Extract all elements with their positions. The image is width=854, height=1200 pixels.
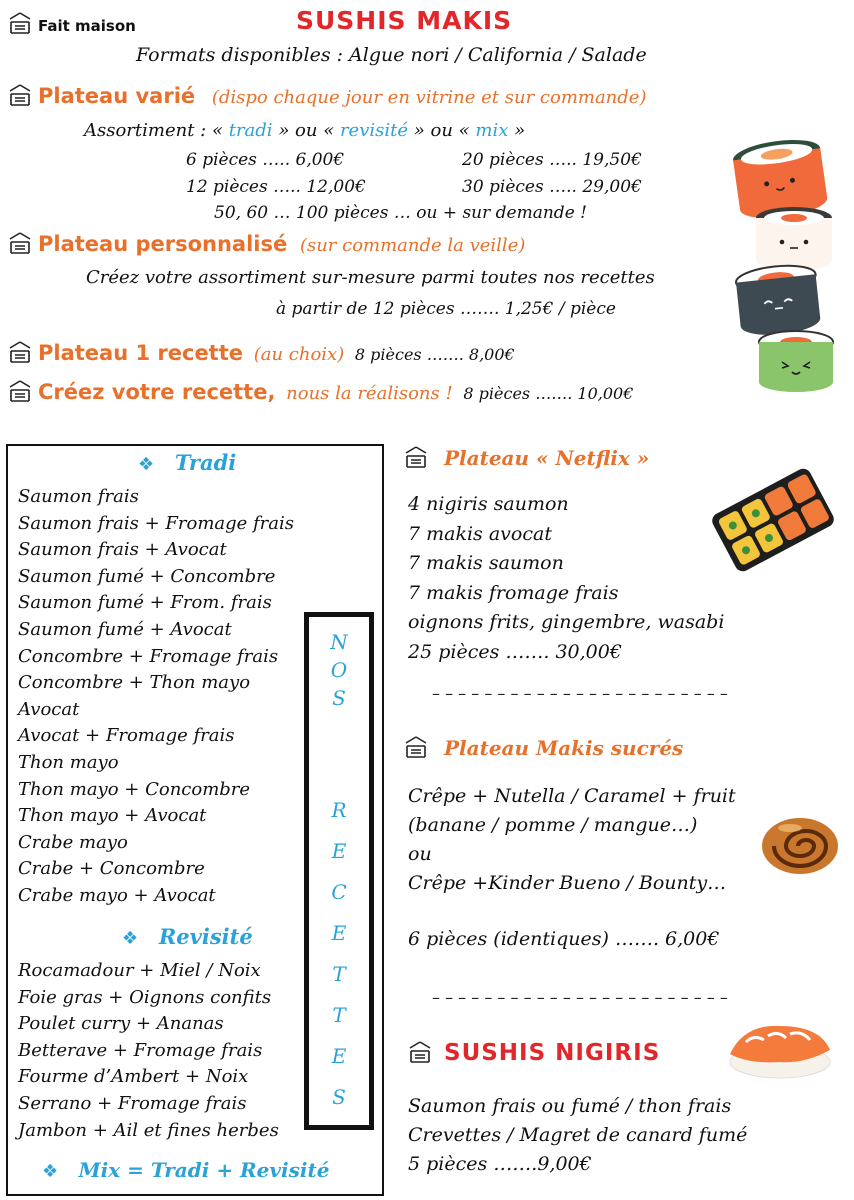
more-on-demand: 50, 60 … 100 pièces … ou + sur demande ! xyxy=(214,203,587,223)
nigiris-price: 5 pièces …….9,00€ xyxy=(408,1153,592,1175)
vertical-word-nos xyxy=(304,628,374,712)
diamond-icon: ❖ xyxy=(138,454,155,475)
assortiment-prefix: Assortiment : « xyxy=(84,120,223,141)
price-12: 12 pièces ….. 12,00€ xyxy=(186,177,366,197)
list-item: Crabe + Concombre xyxy=(18,858,205,880)
vertical-word-recettes xyxy=(304,790,374,1118)
list-item: Crêpe +Kinder Bueno / Bounty… xyxy=(408,872,727,894)
house-icon xyxy=(8,232,32,254)
assortiment-sep: » ou « xyxy=(278,120,335,141)
sucres-price: 6 pièces (identiques) ……. 6,00€ xyxy=(408,928,720,950)
list-item: 4 nigiris saumon xyxy=(408,493,569,515)
list-item: Crabe mayo + Avocat xyxy=(18,884,216,906)
creez-title: Créez votre recette, xyxy=(38,380,276,404)
price-30: 30 pièces ….. 29,00€ xyxy=(462,177,642,197)
list-item: Crevettes / Magret de canard fumé xyxy=(408,1124,748,1146)
page-title: SUSHIS MAKIS xyxy=(296,6,513,35)
list-item: Serrano + Fromage frais xyxy=(18,1092,247,1114)
assortiment-suffix: » xyxy=(514,120,526,141)
nigiris-title: SUSHIS NIGIRIS xyxy=(444,1040,661,1066)
plateau-perso-price: à partir de 12 pièces ……. 1,25€ / pièce xyxy=(276,299,616,319)
price-20: 20 pièces ….. 19,50€ xyxy=(462,150,642,170)
formats-line: Formats disponibles : Algue nori / California / Salade xyxy=(136,44,647,66)
price-6: 6 pièces ….. 6,00€ xyxy=(186,150,345,170)
list-item: Foie gras + Oignons confits xyxy=(18,986,272,1008)
creez-price: 8 pièces ……. 10,00€ xyxy=(463,384,634,403)
house-icon xyxy=(8,341,32,363)
list-item: Saumon frais + Avocat xyxy=(18,539,227,561)
nigiris-heading xyxy=(408,1040,660,1066)
plateau-perso-line1: Créez votre assortiment sur-mesure parmi toutes nos recettes xyxy=(86,267,655,288)
netflix-heading xyxy=(404,446,649,470)
sucres-title: Plateau Makis sucrés xyxy=(444,736,684,760)
list-item: Fourme d’Ambert + Noix xyxy=(18,1066,249,1088)
plateau-1-title: Plateau 1 recette xyxy=(38,341,244,365)
diamond-icon: ❖ xyxy=(122,928,139,949)
list-item: Saumon fumé + From. frais xyxy=(18,592,272,614)
vertical-letter: C xyxy=(331,880,347,904)
plateau-1-price: 8 pièces ……. 8,00€ xyxy=(354,345,515,364)
tradi-heading xyxy=(138,450,236,475)
list-item: Avocat + Fromage frais xyxy=(18,725,235,747)
plateau-perso-heading xyxy=(8,232,525,256)
list-item: Saumon frais ou fumé / thon frais xyxy=(408,1095,732,1117)
creez-heading xyxy=(8,380,633,404)
mix-title: Mix = Tradi + Revisité xyxy=(78,1158,330,1182)
assortiment-revisite: revisité xyxy=(339,120,409,141)
list-item: Crêpe + Nutella / Caramel + fruit xyxy=(408,785,736,807)
list-item: Poulet curry + Ananas xyxy=(18,1013,224,1035)
revisite-title: Revisité xyxy=(158,924,253,949)
vertical-letter: E xyxy=(331,921,347,945)
house-icon xyxy=(404,736,428,758)
list-item: 7 makis fromage frais xyxy=(408,581,619,604)
list-item: Concombre + Fromage frais xyxy=(18,645,279,667)
vertical-letter: R xyxy=(331,798,347,822)
list-item: Saumon frais + Fromage frais xyxy=(18,512,295,534)
tradi-list xyxy=(18,484,294,910)
house-icon xyxy=(8,12,32,34)
netflix-title: Plateau « Netflix » xyxy=(444,446,650,470)
list-item: Betterave + Fromage frais xyxy=(18,1039,263,1061)
list-item: 7 makis avocat xyxy=(408,522,552,545)
list-item: Crabe mayo xyxy=(18,831,128,853)
assortiment-tradi: tradi xyxy=(228,120,273,141)
plateau-1-heading xyxy=(8,341,515,365)
vertical-letter: N xyxy=(330,630,348,654)
diamond-icon: ❖ xyxy=(42,1161,59,1182)
netflix-list xyxy=(408,490,724,667)
vertical-letter: E xyxy=(331,1044,347,1068)
plateau-varie-heading xyxy=(8,84,646,108)
vertical-letter: O xyxy=(330,658,348,682)
house-icon xyxy=(8,380,32,402)
house-icon xyxy=(404,446,428,468)
list-item: Saumon frais xyxy=(18,486,139,507)
house-icon xyxy=(8,84,32,106)
list-item: 25 pièces ……. 30,00€ xyxy=(408,640,622,663)
vertical-letter: E xyxy=(331,839,347,863)
plateau-varie-title: Plateau varié xyxy=(38,84,196,108)
list-item: Saumon fumé + Concombre xyxy=(18,565,276,587)
list-item: Concombre + Thon mayo xyxy=(18,672,251,694)
sushi-stack-illustration xyxy=(724,134,836,396)
plateau-perso-note: (sur commande la veille) xyxy=(299,235,526,256)
assortiment-sep: » ou « xyxy=(413,120,470,141)
creez-note: nous la réalisons ! xyxy=(286,383,453,404)
list-item: oignons frits, gingembre, wasabi xyxy=(408,611,725,633)
sweet-roll-illustration xyxy=(760,814,840,876)
list-item: Thon mayo + Concombre xyxy=(18,778,251,800)
list-item: 7 makis saumon xyxy=(408,552,564,574)
assortiment-mix: mix xyxy=(475,120,509,141)
list-item: Avocat xyxy=(18,698,80,720)
assortiment-line xyxy=(84,120,525,141)
vertical-letter: S xyxy=(332,1085,346,1109)
mix-heading xyxy=(42,1158,329,1182)
list-item: (banane / pomme / mangue…) xyxy=(408,814,698,836)
vertical-letter: T xyxy=(332,962,346,986)
sucres-list xyxy=(408,782,736,898)
house-icon xyxy=(408,1041,432,1063)
revisite-heading xyxy=(122,924,253,949)
revisite-list xyxy=(18,958,279,1144)
list-item: Thon mayo + Avocat xyxy=(18,805,207,827)
vertical-letter: S xyxy=(332,686,346,710)
sushi-tray-illustration xyxy=(710,464,836,576)
list-item: Rocamadour + Miel / Noix xyxy=(18,960,261,981)
list-item: Thon mayo xyxy=(18,751,119,773)
nigiris-list xyxy=(408,1092,747,1179)
plateau-1-note: (au choix) xyxy=(253,344,345,365)
vertical-letter: T xyxy=(332,1003,346,1027)
sucres-heading xyxy=(404,736,683,760)
list-item: Saumon fumé + Avocat xyxy=(18,618,232,640)
list-item: ou xyxy=(408,843,432,865)
plateau-perso-title: Plateau personnalisé xyxy=(38,232,288,256)
plateau-varie-note: (dispo chaque jour en vitrine et sur commande) xyxy=(211,87,647,108)
divider: – – – – – – – – – – – – – – – – – – – – – – – xyxy=(432,684,728,703)
badge-text: Fait maison xyxy=(38,17,136,35)
tradi-title: Tradi xyxy=(174,450,237,475)
list-item: Jambon + Ail et fines herbes xyxy=(18,1119,279,1141)
divider: – – – – – – – – – – – – – – – – – – – – – – – xyxy=(432,988,728,1007)
fait-maison-badge xyxy=(8,12,136,35)
nigiri-illustration xyxy=(724,1020,834,1082)
